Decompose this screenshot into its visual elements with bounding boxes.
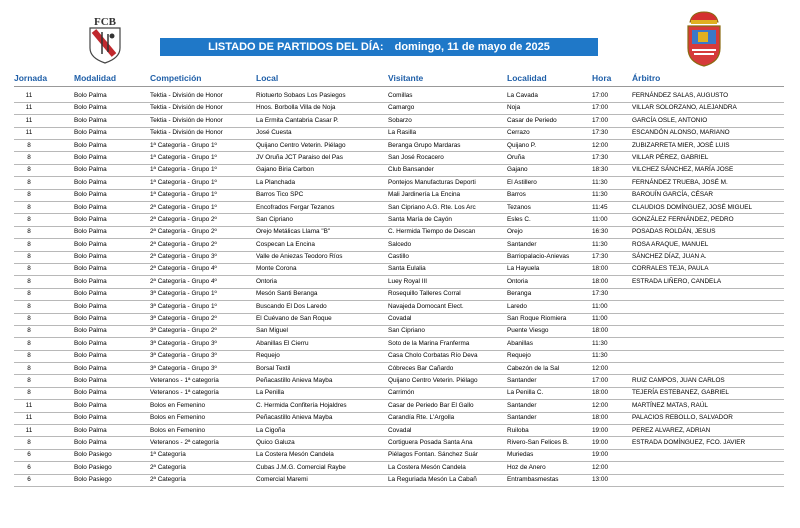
cell-local: El Cuévano de San Roque <box>256 315 332 323</box>
table-row <box>0 313 800 325</box>
title-banner <box>160 38 598 56</box>
cell-visitante: La Rasilla <box>388 129 417 137</box>
cell-hora: 18:00 <box>592 277 608 285</box>
cell-hora: 13:00 <box>592 476 608 484</box>
header-localidad: Localidad <box>507 73 547 83</box>
cell-modalidad: Bolo Palma <box>74 364 107 372</box>
cell-competicion: 2ª Categoría - Grupo 2º <box>150 240 217 248</box>
cell-modalidad: Bolo Palma <box>74 92 107 99</box>
cell-local: Cospecan La Encina <box>256 240 315 248</box>
cell-visitante: San Cipriano A.G. Rte. Los Arc <box>388 203 476 211</box>
cell-localidad: La Hayuela <box>507 265 540 273</box>
cell-competicion: Veteranos - 2ª categoría <box>150 438 219 446</box>
cell-hora: 17:00 <box>592 116 608 124</box>
cell-localidad: Esles C. <box>507 215 531 223</box>
cell-local: Requejo <box>256 352 280 360</box>
cell-jornada: 8 <box>27 364 31 372</box>
header-jornada: Jornada <box>14 73 48 83</box>
cell-localidad: Ontoria <box>507 277 528 285</box>
header-local: Local <box>256 73 279 83</box>
cell-modalidad: Bolo Palma <box>74 389 107 397</box>
cell-arbitro: GONZÁLEZ FERNÁNDEZ, PEDRO <box>632 215 734 223</box>
header-arbitro: Árbitro <box>632 73 661 83</box>
cell-visitante: Carrimón <box>388 389 415 397</box>
table-row <box>0 263 800 275</box>
cell-localidad: La Cavada <box>507 92 538 99</box>
cell-competicion: Tektia - División de Honor <box>150 116 223 124</box>
cell-modalidad: Bolo Palma <box>74 426 107 434</box>
cell-visitante: Cortiguera Posada Santa Ana <box>388 438 473 446</box>
cell-visitante: Santa Eulalia <box>388 265 426 273</box>
cell-hora: 11:30 <box>592 191 608 199</box>
table-row <box>0 449 800 461</box>
cell-visitante: Comillas <box>388 92 413 99</box>
cell-localidad: Hoz de Anero <box>507 463 546 471</box>
cell-competicion: 3ª Categoría - Grupo 3º <box>150 364 217 372</box>
table-row <box>0 425 800 437</box>
table-row <box>0 462 800 474</box>
cell-competicion: Tektia - División de Honor <box>150 92 223 99</box>
header-divider <box>14 86 784 87</box>
cell-arbitro: FERNÁNDEZ TRUEBA, JOSÉ M. <box>632 178 728 186</box>
cell-jornada: 8 <box>27 277 31 285</box>
cell-competicion: 3ª Categoría - Grupo 3º <box>150 352 217 360</box>
cell-jornada: 11 <box>25 426 33 434</box>
cell-localidad: Orejo <box>507 228 523 236</box>
cell-competicion: Bolos en Femenino <box>150 426 206 434</box>
cell-local: Hnos. Borbolla Villa de Noja <box>256 104 336 112</box>
cell-arbitro: RUIZ CAMPOS, JUAN CARLOS <box>632 376 725 384</box>
cell-local: Mesón Santi Beranga <box>256 290 318 298</box>
cell-modalidad: Bolo Palma <box>74 438 107 446</box>
cell-localidad: Cabezón de la Sal <box>507 364 560 372</box>
cell-arbitro: PEREZ ALVAREZ, ADRIAN <box>632 426 711 434</box>
cell-modalidad: Bolo Palma <box>74 414 107 422</box>
cell-localidad: Casar de Periedo <box>507 116 557 124</box>
cell-local: Encofrados Fergar Tezanos <box>256 203 335 211</box>
cell-localidad: Santander <box>507 240 537 248</box>
table-row <box>0 251 800 263</box>
cell-jornada: 8 <box>27 215 31 223</box>
cell-hora: 19:00 <box>592 451 608 459</box>
cell-modalidad: Bolo Palma <box>74 327 107 335</box>
cell-arbitro: CORRALES TEJA, PAULA <box>632 265 709 273</box>
cell-localidad: La Penilla C. <box>507 389 544 397</box>
cell-competicion: 1ª Categoría - Grupo 1º <box>150 191 217 199</box>
cell-local: La Penilla <box>256 389 285 397</box>
cell-jornada: 8 <box>27 352 31 360</box>
cell-jornada: 8 <box>27 438 31 446</box>
banner-title: LISTADO DE PARTIDOS DEL DÍA: <box>208 41 384 53</box>
cell-hora: 17:30 <box>592 290 608 298</box>
cell-jornada: 11 <box>25 129 33 137</box>
table-row <box>0 325 800 337</box>
cell-jornada: 11 <box>25 104 33 112</box>
cell-local: San Miguel <box>256 327 288 335</box>
cell-hora: 11:45 <box>592 203 608 211</box>
cell-jornada: 8 <box>27 253 31 261</box>
cell-competicion: 1ª Categoría - Grupo 1º <box>150 178 217 186</box>
cell-local: Comercial Maremi <box>256 476 308 484</box>
cell-localidad: Beranga <box>507 290 532 298</box>
cell-jornada: 8 <box>27 228 31 236</box>
cell-competicion: 3ª Categoría - Grupo 2º <box>150 315 217 323</box>
cell-hora: 17:00 <box>592 376 608 384</box>
cell-visitante: Castillo <box>388 253 409 261</box>
table-row <box>0 239 800 251</box>
cell-modalidad: Bolo Palma <box>74 191 107 199</box>
table-row <box>0 90 800 102</box>
cell-localidad: Cerrazo <box>507 129 530 137</box>
cell-jornada: 8 <box>27 178 31 186</box>
cell-arbitro: ESTRADA DOMÍNGUEZ, FCO. JAVIER <box>632 438 746 446</box>
cell-hora: 11:30 <box>592 339 608 347</box>
table-row <box>0 127 800 139</box>
cell-local: Gajano Biria Carbon <box>256 166 314 174</box>
cell-visitante: Covadal <box>388 315 412 323</box>
cell-local: Barros Tico SPC <box>256 191 304 199</box>
cell-competicion: 1ª Categoría - Grupo 1º <box>150 141 217 149</box>
cell-jornada: 8 <box>27 302 31 310</box>
cell-visitante: Mali Jardinería La Encina <box>388 191 461 199</box>
cell-visitante: Covadal <box>388 426 412 434</box>
cell-local: Monte Corona <box>256 265 297 273</box>
cell-local: Borsal Textil <box>256 364 291 372</box>
cell-localidad: Ruiloba <box>507 426 529 434</box>
federation-logo <box>82 14 128 64</box>
logo-lettering: FCB <box>94 16 116 28</box>
table-row <box>0 214 800 226</box>
header-competicion: Competición <box>150 73 202 83</box>
cell-competicion: 2ª Categoría - Grupo 2º <box>150 215 217 223</box>
table-row <box>0 140 800 152</box>
cell-hora: 12:00 <box>592 141 608 149</box>
cell-visitante: Rosequillo Talleres Corral <box>388 290 461 298</box>
cell-localidad: Barriopalacio-Anievas <box>507 253 570 261</box>
cell-visitante: La Reguriada Mesón La Cabañ <box>388 476 477 484</box>
table-row <box>0 189 800 201</box>
cell-competicion: Bolos en Femenino <box>150 414 206 422</box>
cell-local: Quijano Centro Veterin. Piélago <box>256 141 346 149</box>
cell-modalidad: Bolo Palma <box>74 178 107 186</box>
cell-jornada: 8 <box>27 327 31 335</box>
cell-competicion: 3ª Categoría - Grupo 1º <box>150 290 217 298</box>
cell-modalidad: Bolo Palma <box>74 401 107 409</box>
table-row <box>0 387 800 399</box>
cell-modalidad: Bolo Palma <box>74 352 107 360</box>
cell-arbitro: ROSA ARAQUE, MANUEL <box>632 240 709 248</box>
cell-modalidad: Bolo Palma <box>74 290 107 298</box>
cell-local: Ontoria <box>256 277 277 285</box>
table-row <box>0 202 800 214</box>
cell-local: Cubas J.M.G. Comercial Raybe <box>256 463 346 471</box>
matches-table <box>0 90 800 487</box>
cell-competicion: 2ª Categoría - Grupo 3º <box>150 253 217 261</box>
cell-visitante: Camargo <box>388 104 415 112</box>
cell-jornada: 11 <box>25 401 33 409</box>
cell-local: Buscando El Dos Laredo <box>256 302 327 310</box>
cell-visitante: Navajeda Domocant Elect. <box>388 302 464 310</box>
cell-modalidad: Bolo Palma <box>74 104 107 112</box>
cell-hora: 16:30 <box>592 228 608 236</box>
cell-visitante: Cóbreces Bar Cañardo <box>388 364 454 372</box>
cell-localidad: Requejo <box>507 352 531 360</box>
cell-local: Peñacastillo Anieva Mayba <box>256 414 333 422</box>
table-row <box>0 400 800 412</box>
table-row <box>0 288 800 300</box>
cell-competicion: 2ª Categoría <box>150 463 186 471</box>
cell-localidad: Quijano P. <box>507 141 537 149</box>
cell-hora: 18:00 <box>592 265 608 273</box>
cell-competicion: 3ª Categoría - Grupo 1º <box>150 302 217 310</box>
cell-modalidad: Bolo Palma <box>74 302 107 310</box>
cell-arbitro: FERNÁNDEZ SALAS, AUGUSTO <box>632 92 729 99</box>
cell-visitante: La Costera Mesón Candela <box>388 463 466 471</box>
cell-modalidad: Bolo Palma <box>74 339 107 347</box>
cell-modalidad: Bolo Palma <box>74 240 107 248</box>
cell-localidad: El Astillero <box>507 178 537 186</box>
cell-hora: 18:30 <box>592 166 608 174</box>
table-row <box>0 276 800 288</box>
cell-jornada: 8 <box>27 389 31 397</box>
cell-arbitro: SÁNCHEZ DÍAZ, JUAN A. <box>632 253 707 261</box>
cell-hora: 12:00 <box>592 401 608 409</box>
banner-date: domingo, 11 de mayo de 2025 <box>394 41 550 53</box>
cell-competicion: 2ª Categoría - Grupo 4º <box>150 277 217 285</box>
cell-local: C. Hermida Confitería Hojaldres <box>256 401 347 409</box>
cell-local: La Ermita Cantabria Casar P. <box>256 116 339 124</box>
table-row <box>0 226 800 238</box>
cell-arbitro: VILLAR SOLORZANO, ALEJANDRA <box>632 104 737 112</box>
cell-hora: 18:00 <box>592 327 608 335</box>
header-modalidad: Modalidad <box>74 73 117 83</box>
cell-arbitro: ESCANDÓN ALONSO, MARIANO <box>632 129 730 137</box>
cell-competicion: 3ª Categoría - Grupo 3º <box>150 339 217 347</box>
cell-jornada: 6 <box>27 463 31 471</box>
cell-competicion: 2ª Categoría - Grupo 2º <box>150 228 217 236</box>
cell-competicion: Tektia - División de Honor <box>150 129 223 137</box>
cell-visitante: Carandía Rte. L'Argolla <box>388 414 455 422</box>
cell-arbitro: ESTRADA LIÑERO, CANDELA <box>632 277 722 285</box>
cell-hora: 17:30 <box>592 253 608 261</box>
cell-modalidad: Bolo Palma <box>74 153 107 161</box>
cell-hora: 11:00 <box>592 215 608 223</box>
cell-localidad: Entrambasmestas <box>507 476 559 484</box>
cell-localidad: Gajano <box>507 166 528 174</box>
cell-jornada: 8 <box>27 265 31 273</box>
cell-visitante: Casar de Periedo Bar El Gallo <box>388 401 474 409</box>
table-header <box>0 73 800 85</box>
cell-hora: 19:00 <box>592 438 608 446</box>
cell-jornada: 11 <box>25 116 33 124</box>
cell-local: José Cuesta <box>256 129 292 137</box>
cell-local: JV Oruña JCT Paraiso del Pas <box>256 153 343 161</box>
cell-jornada: 6 <box>27 451 31 459</box>
cell-competicion: Veteranos - 1ª categoría <box>150 389 219 397</box>
cell-local: Quico Galuza <box>256 438 295 446</box>
cell-localidad: Abanillas <box>507 339 533 347</box>
table-row <box>0 474 800 486</box>
table-row <box>0 350 800 362</box>
cell-jornada: 8 <box>27 141 31 149</box>
cell-hora: 19:00 <box>592 426 608 434</box>
cell-modalidad: Bolo Pasiego <box>74 463 112 471</box>
cell-visitante: C. Hermida Tiempo de Descan <box>388 228 476 236</box>
cell-modalidad: Bolo Palma <box>74 141 107 149</box>
cell-visitante: Sobarzo <box>388 116 412 124</box>
cell-arbitro: CLAUDIOS DOMÍNGUEZ, JOSÉ MIGUEL <box>632 203 753 211</box>
cell-localidad: Santander <box>507 414 537 422</box>
table-row <box>0 301 800 313</box>
cell-modalidad: Bolo Palma <box>74 265 107 273</box>
cell-local: Orejo Metálicas Llama "B" <box>256 228 331 236</box>
cantabria-coat-of-arms <box>682 8 726 68</box>
cell-jornada: 11 <box>25 92 33 99</box>
cell-local: La Cigoña <box>256 426 286 434</box>
cell-visitante: Quijano Centro Veterin. Piélago <box>388 376 478 384</box>
cell-visitante: Soto de la Marina Franferma <box>388 339 470 347</box>
cell-visitante: Salcedo <box>388 240 412 248</box>
cell-hora: 11:30 <box>592 352 608 360</box>
cell-localidad: San Roque Riomiera <box>507 315 567 323</box>
cell-modalidad: Bolo Pasiego <box>74 476 112 484</box>
cell-hora: 17:00 <box>592 92 608 99</box>
cell-visitante: Santa María de Cayón <box>388 215 452 223</box>
table-row <box>0 338 800 350</box>
cell-jornada: 8 <box>27 376 31 384</box>
cell-arbitro: PALACIOS REBOLLO, SALVADOR <box>632 414 733 422</box>
cell-hora: 17:00 <box>592 104 608 112</box>
cell-localidad: Noja <box>507 104 521 112</box>
cell-competicion: 3ª Categoría - Grupo 2º <box>150 327 217 335</box>
cell-local: Valle de Aniezas Teodoro Ríos <box>256 253 343 261</box>
cell-localidad: Santander <box>507 376 537 384</box>
cell-modalidad: Bolo Palma <box>74 166 107 174</box>
cell-localidad: Rivero-San Felices B. <box>507 438 569 446</box>
cell-arbitro: TEJERÍA ESTEBANEZ, GABRIEL <box>632 389 729 397</box>
cell-competicion: 1ª Categoría - Grupo 1º <box>150 166 217 174</box>
cell-hora: 18:00 <box>592 414 608 422</box>
table-row <box>0 164 800 176</box>
cell-competicion: 1ª Categoría - Grupo 1º <box>150 153 217 161</box>
cell-visitante: Luey Royal III <box>388 277 428 285</box>
table-row <box>0 412 800 424</box>
cell-local: Riotuerto Sobaos Los Pasiegos <box>256 92 346 99</box>
cell-competicion: 2ª Categoría - Grupo 1º <box>150 203 217 211</box>
row-divider <box>14 486 784 487</box>
cell-hora: 12:00 <box>592 463 608 471</box>
cell-arbitro: VILLAR PÉREZ, GABRIEL <box>632 153 709 161</box>
cell-modalidad: Bolo Palma <box>74 129 107 137</box>
cell-visitante: San Cipriano <box>388 327 425 335</box>
cell-localidad: Muriedas <box>507 451 534 459</box>
cell-jornada: 11 <box>25 414 33 422</box>
cell-local: Peñacastillo Anieva Mayba <box>256 376 333 384</box>
table-row <box>0 437 800 449</box>
cell-arbitro: MARTÍNEZ MATAS, RAÚL <box>632 401 708 409</box>
table-row <box>0 152 800 164</box>
cell-localidad: Puente Viesgo <box>507 327 549 335</box>
table-row <box>0 102 800 114</box>
header-hora: Hora <box>592 73 612 83</box>
cell-arbitro: BAROUÍN GARCÍA, CÉSAR <box>632 191 713 199</box>
cell-jornada: 8 <box>27 191 31 199</box>
cell-modalidad: Bolo Palma <box>74 376 107 384</box>
cell-hora: 11:00 <box>592 302 608 310</box>
cell-competicion: Bolos en Femenino <box>150 401 206 409</box>
cell-visitante: Piélagos Fontan. Sánchez Suár <box>388 451 478 459</box>
cell-visitante: Casa Cholo Corbatas Río Deva <box>388 352 478 360</box>
cell-modalidad: Bolo Pasiego <box>74 451 112 459</box>
cell-modalidad: Bolo Palma <box>74 253 107 261</box>
cell-hora: 11:00 <box>592 315 608 323</box>
cell-visitante: San José Rocacero <box>388 153 444 161</box>
table-row <box>0 375 800 387</box>
cell-arbitro: GARCÍA OSLE, ANTONIO <box>632 116 708 124</box>
table-row <box>0 363 800 375</box>
cell-jornada: 8 <box>27 339 31 347</box>
cell-hora: 17:30 <box>592 129 608 137</box>
cell-jornada: 8 <box>27 290 31 298</box>
cell-jornada: 6 <box>27 476 31 484</box>
cell-jornada: 8 <box>27 166 31 174</box>
cell-localidad: Laredo <box>507 302 527 310</box>
cell-competicion: 1ª Categoría <box>150 451 186 459</box>
cell-jornada: 8 <box>27 240 31 248</box>
cell-hora: 12:00 <box>592 364 608 372</box>
cell-jornada: 8 <box>27 315 31 323</box>
cell-local: La Costera Mesón Candela <box>256 451 334 459</box>
cell-modalidad: Bolo Palma <box>74 215 107 223</box>
cell-localidad: Tezanos <box>507 203 531 211</box>
cell-hora: 17:30 <box>592 153 608 161</box>
cell-hora: 11:30 <box>592 240 608 248</box>
cell-arbitro: POSADAS ROLDÁN, JESUS <box>632 228 716 236</box>
table-row <box>0 115 800 127</box>
cell-modalidad: Bolo Palma <box>74 315 107 323</box>
cell-jornada: 8 <box>27 203 31 211</box>
cell-visitante: Pontejos Manufacturas Deporti <box>388 178 476 186</box>
cell-hora: 18:00 <box>592 389 608 397</box>
header-visitante: Visitante <box>388 73 424 83</box>
cell-local: Abanillas El Cierru <box>256 339 309 347</box>
cell-modalidad: Bolo Palma <box>74 203 107 211</box>
cell-arbitro: ZUBIZARRETA MIER, JOSÉ LUIS <box>632 141 730 149</box>
cell-visitante: Beranga Grupo Mardaras <box>388 141 461 149</box>
cell-localidad: Oruña <box>507 153 525 161</box>
cell-competicion: 2ª Categoría - Grupo 4º <box>150 265 217 273</box>
cell-visitante: Club Bansander <box>388 166 434 174</box>
cell-arbitro: VILCHEZ SÁNCHEZ, MARÍA JOSE <box>632 166 734 174</box>
cell-localidad: Santander <box>507 401 537 409</box>
cell-localidad: Barros <box>507 191 526 199</box>
cell-local: La Planchada <box>256 178 296 186</box>
cell-modalidad: Bolo Palma <box>74 277 107 285</box>
cell-modalidad: Bolo Palma <box>74 228 107 236</box>
cell-competicion: 2ª Categoría <box>150 476 186 484</box>
cell-jornada: 8 <box>27 153 31 161</box>
cell-competicion: Tektia - División de Honor <box>150 104 223 112</box>
cell-local: San Cipriano <box>256 215 293 223</box>
table-row <box>0 177 800 189</box>
cell-competicion: Veteranos - 1ª categoría <box>150 376 219 384</box>
cell-hora: 11:30 <box>592 178 608 186</box>
cell-modalidad: Bolo Palma <box>74 116 107 124</box>
